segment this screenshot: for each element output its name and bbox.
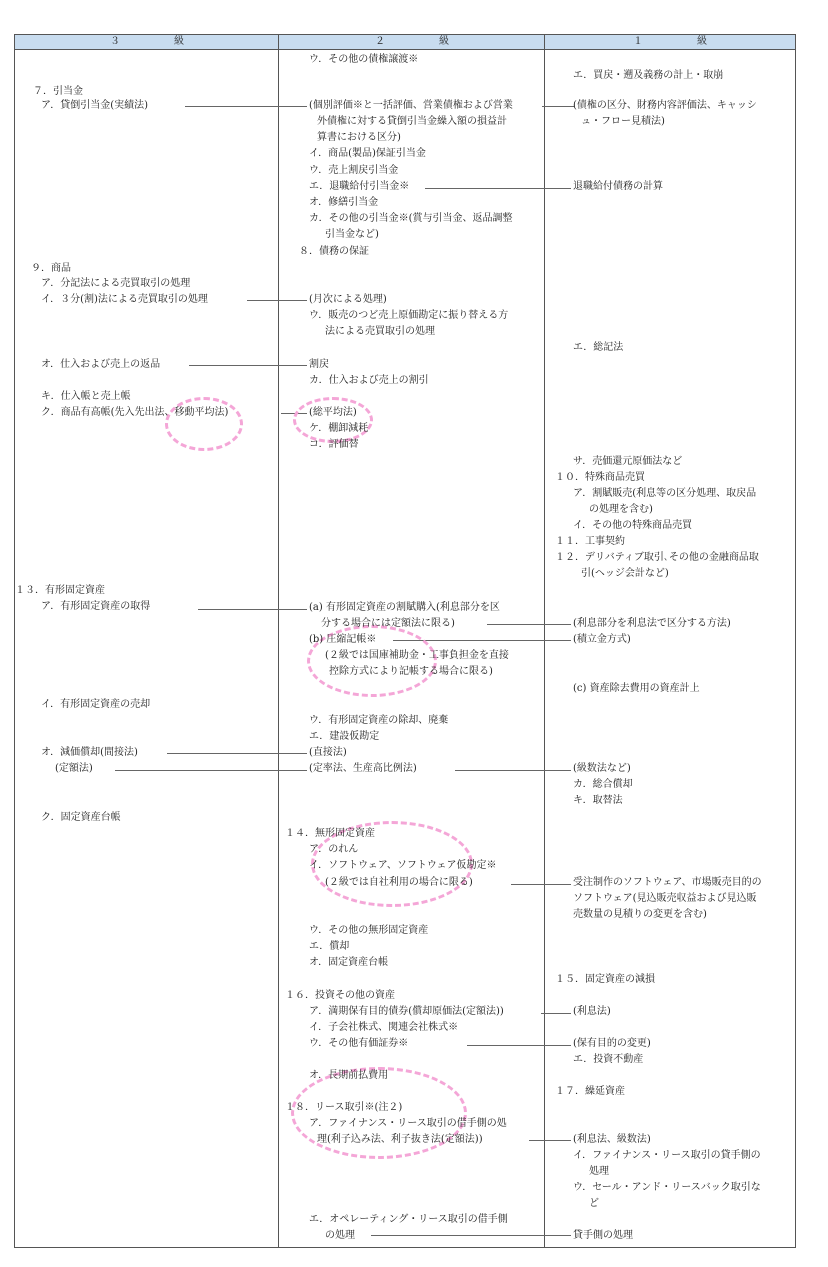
syllabus-item-c2-18e-1: エ．オペレーティング・リース取引の借手側 — [309, 1214, 508, 1225]
syllabus-item-c2-14i: イ．ソフトウェア、ソフトウェア仮勘定※ — [309, 860, 497, 871]
syllabus-item-c1-ka-sogo: カ．総合償却 — [573, 779, 633, 790]
syllabus-item-c1-taishoku: 退職給付債務の計算 — [573, 181, 663, 192]
syllabus-item-c2-14o: オ．固定資産台帳 — [309, 957, 389, 968]
syllabus-item-c2-13a-2: 分する場合には定額法に限る) — [321, 618, 455, 629]
syllabus-item-c2-u-uriage: ウ．売上割戻引当金 — [309, 165, 399, 176]
syllabus-item-c1-10a-1: ア．割賦販売(利息等の区分処理、取戻品 — [573, 488, 757, 499]
column-divider — [278, 35, 279, 1247]
syllabus-item-c2-13b: (b) 圧縮記帳※ — [309, 634, 377, 645]
syllabus-item-c2-18: １８．リース取引※(注２) — [285, 1102, 403, 1113]
syllabus-item-c1-saiken-kubun-1: (債権の区分、財務内容評価法、キャッシ — [573, 100, 757, 111]
syllabus-item-c2-teiritsu: (定率法、生産高比例法) — [309, 763, 417, 774]
syllabus-item-c3-i-3bun: イ．３分(割)法による売買取引の処理 — [41, 294, 208, 305]
connector-line — [198, 609, 307, 610]
syllabus-item-c2-18a-1: ア．ファイナンス・リース取引の借手側の処 — [309, 1118, 507, 1129]
syllabus-item-c3-ku-arika: ク．商品有高帳(先入先出法、移動平均法) — [41, 407, 229, 418]
syllabus-item-c3-o-henpin: オ．仕入および売上の返品 — [41, 359, 161, 370]
syllabus-item-c1-18u-2: ど — [589, 1198, 599, 1209]
connector-line — [189, 365, 307, 366]
syllabus-item-c1-sa-baika: サ．売価還元原価法など — [573, 456, 683, 467]
syllabus-item-c1-kyusu: (級数法など) — [573, 763, 631, 774]
syllabus-item-c3-teigaku: (定額法) — [55, 763, 93, 774]
header-grade-1: １ 級 — [633, 36, 729, 47]
syllabus-item-c2-18a-2: 理(利子込み法、利子抜き法(定額法)) — [317, 1134, 483, 1145]
syllabus-item-c2-8: ８．債務の保証 — [299, 246, 369, 257]
connector-line — [167, 753, 307, 754]
syllabus-item-c2-kobetsu-3: 算書における区分) — [317, 132, 401, 143]
syllabus-item-c1-e-kaimodoshi: エ．買戻・遡及義務の計上・取崩 — [573, 70, 724, 81]
syllabus-table — [14, 34, 796, 1248]
connector-line — [371, 1235, 571, 1236]
syllabus-item-c3-13a: ア．有形固定資産の取得 — [41, 601, 151, 612]
syllabus-item-c1-15: １５．固定資産の減損 — [555, 974, 655, 985]
syllabus-item-c1-saiken-kubun-2: ュ・フロー見積法) — [581, 116, 665, 127]
syllabus-item-c3-a-bunki: ア．分記法による売買取引の処理 — [41, 278, 191, 289]
syllabus-item-c2-ke-tanaoroshi: ケ．棚卸減耗 — [309, 423, 369, 434]
connector-line — [115, 770, 307, 771]
syllabus-item-c2-13a-1: (a) 有形固定資産の割賦購入(利息部分を区 — [309, 602, 500, 613]
syllabus-item-c2-14a: ア．のれん — [309, 844, 359, 855]
syllabus-item-c2-16i: イ．子会社株式、関連会社株式※ — [309, 1022, 459, 1033]
syllabus-item-c1-18i-2: 処理 — [589, 1166, 609, 1177]
syllabus-item-c1-juchu-1: 受注制作のソフトウェア、市場販売目的の — [573, 877, 762, 888]
connector-line — [542, 106, 574, 107]
syllabus-item-c2-14i-2: (２級では自社利用の場合に限る) — [325, 877, 473, 888]
syllabus-item-c3-7: ７．引当金 — [33, 86, 83, 97]
syllabus-item-c2-13b-1: (２級では国庫補助金・工事負担金を直接 — [325, 650, 509, 661]
syllabus-item-c3-9: ９．商品 — [31, 263, 71, 274]
syllabus-item-c1-18u-1: ウ．セール・アンド・リースバック取引な — [573, 1182, 761, 1193]
syllabus-item-c2-ka-sonota-2: 引当金など) — [325, 229, 379, 240]
syllabus-item-c1-10: １０．特殊商品売買 — [555, 472, 645, 483]
syllabus-item-c2-getsuji: (月次による処理) — [309, 294, 387, 305]
syllabus-item-c1-e-toshi: エ．投資不動産 — [573, 1054, 644, 1065]
syllabus-item-c2-14: １４．無形固定資産 — [285, 828, 375, 839]
syllabus-item-c1-juchu-2: ソフトウェア(見込販売収益および見込販 — [573, 893, 757, 904]
syllabus-item-c3-ki-shiirecho: キ．仕入帳と売上帳 — [41, 391, 131, 402]
syllabus-item-c2-souheikin: (総平均法) — [309, 407, 357, 418]
syllabus-item-c2-ko-hyokagae: コ．評価替 — [309, 439, 359, 450]
syllabus-item-c1-10i: イ．その他の特殊商品売買 — [573, 520, 693, 531]
syllabus-item-c1-12-1: １２．デリバティブ取引､その他の金融商品取 — [555, 552, 759, 563]
syllabus-item-c3-13i: イ．有形固定資産の売却 — [41, 699, 151, 710]
syllabus-item-c2-16u: ウ．その他有価証券※ — [309, 1038, 409, 1049]
connector-line — [425, 188, 571, 189]
syllabus-item-c1-11: １１．工事契約 — [555, 536, 625, 547]
syllabus-item-c3-a-kashidaore: ア．貸倒引当金(実績法) — [41, 100, 149, 111]
syllabus-item-c2-14e: エ．償却 — [309, 941, 350, 952]
connector-line — [541, 1013, 571, 1014]
syllabus-item-c2-u-hanbai-1: ウ．販売のつど売上原価勘定に振り替える方 — [309, 310, 509, 321]
syllabus-item-c2-uka-sonota: ウ．その他の債権譲渡※ — [309, 54, 419, 65]
syllabus-item-c1-ki-torikae: キ．取替法 — [573, 795, 623, 806]
syllabus-item-c1-10a-2: の処理を含む) — [589, 504, 653, 515]
syllabus-item-c1-hoyu: (保有目的の変更) — [573, 1038, 651, 1049]
syllabus-item-c3-13o: オ．減価償却(間接法) — [41, 747, 138, 758]
column-divider — [544, 35, 545, 1247]
connector-line — [247, 300, 307, 301]
syllabus-item-c1-tsumitate: (積立金方式) — [573, 634, 631, 645]
syllabus-item-c2-u-hanbai-2: 法による売買取引の処理 — [325, 326, 435, 337]
syllabus-item-c1-13c: (c) 資産除去費用の資産計上 — [573, 683, 700, 694]
syllabus-item-c1-18i-1: イ．ファイナンス・リース取引の貸手側の — [573, 1150, 761, 1161]
syllabus-item-c2-ka-waribiki: カ．仕入および売上の割引 — [309, 375, 429, 386]
syllabus-item-c1-17: １７．繰延資産 — [555, 1086, 625, 1097]
syllabus-item-c1-risoku: (利息法) — [573, 1006, 611, 1017]
syllabus-item-c2-14u: ウ．その他の無形固定資産 — [309, 925, 429, 936]
syllabus-item-c2-o-shuzen: オ．修繕引当金 — [309, 197, 379, 208]
syllabus-item-c2-13b-2: 控除方式により記帳する場合に限る) — [329, 666, 493, 677]
syllabus-item-c2-16o: オ．長期前払費用 — [309, 1070, 389, 1081]
connector-line — [185, 106, 307, 107]
syllabus-item-c3-13: １３．有形固定資産 — [15, 585, 105, 596]
connector-line — [487, 624, 571, 625]
syllabus-item-c1-rishi-kubun: (利息部分を利息法で区分する方法) — [573, 618, 731, 629]
syllabus-item-c2-kobetsu-1: (個別評価※と一括評価、営業債権および営業 — [309, 100, 513, 111]
connector-line — [511, 884, 571, 885]
connector-line — [455, 770, 571, 771]
syllabus-item-c1-rishi-kyusu: (利息法、級数法) — [573, 1134, 651, 1145]
syllabus-item-c1-juchu-3: 売数量の見積りの変更を含む) — [573, 909, 707, 920]
table-header — [15, 35, 795, 50]
syllabus-item-c1-e-sokiho: エ．総記法 — [573, 342, 624, 353]
syllabus-item-c2-e-taishoku: エ．退職給付引当金※ — [309, 181, 410, 192]
syllabus-item-c2-18e-2: の処理 — [325, 1230, 355, 1241]
syllabus-item-c2-16a: ア．満期保有目的債券(償却原価法(定額法)) — [309, 1006, 504, 1017]
connector-line — [529, 1140, 571, 1141]
syllabus-item-c1-12-2: 引(ヘッジ会計など) — [581, 568, 669, 579]
syllabus-item-c2-chokusetsu: (直接法) — [309, 747, 347, 758]
syllabus-item-c2-warimodoshi: 割戻 — [309, 359, 329, 370]
header-grade-2: ２ 級 — [375, 36, 471, 47]
syllabus-item-c1-kashite: 貸手側の処理 — [573, 1230, 633, 1241]
syllabus-item-c2-13u: ウ．有形固定資産の除却、廃棄 — [309, 715, 449, 726]
syllabus-item-c2-ka-sonota-1: カ．その他の引当金※(賞与引当金、返品調整 — [309, 213, 513, 224]
connector-line — [467, 1045, 571, 1046]
syllabus-item-c2-16: １６．投資その他の資産 — [285, 990, 395, 1001]
header-grade-3: ３ 級 — [110, 36, 206, 47]
syllabus-item-c3-13ku: ク．固定資産台帳 — [41, 812, 121, 823]
syllabus-item-c2-13e: エ．建設仮勘定 — [309, 731, 380, 742]
syllabus-item-c2-i-shohin: イ．商品(製品)保証引当金 — [309, 148, 426, 159]
syllabus-item-c2-kobetsu-2: 外債権に対する貸倒引当金繰入額の損益計 — [317, 116, 507, 127]
